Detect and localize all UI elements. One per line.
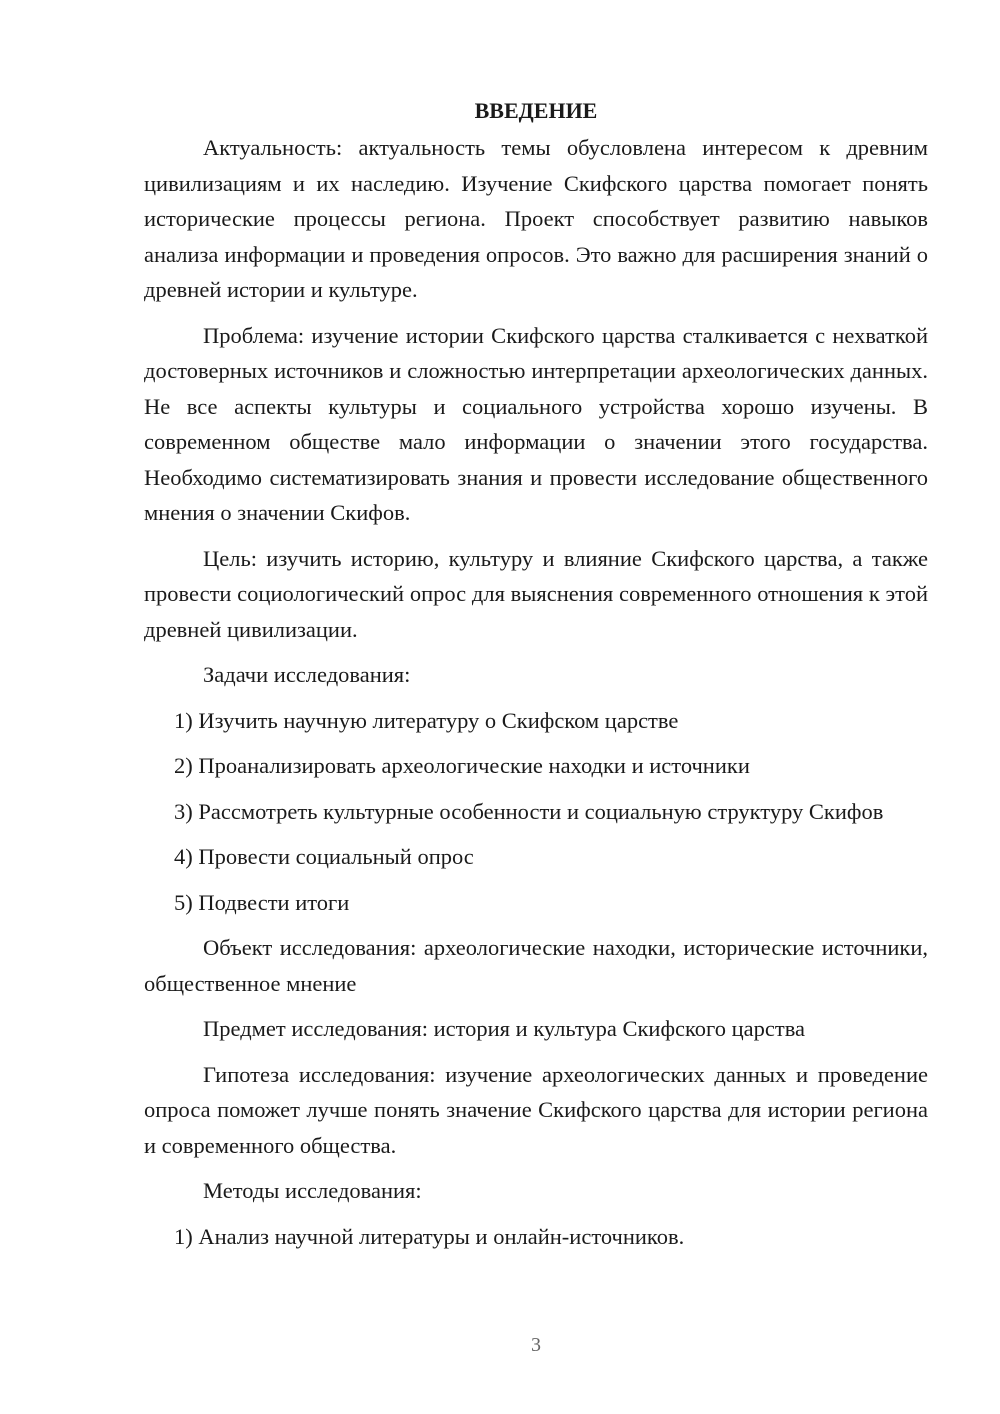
methods-heading: Методы исследования: <box>203 1178 422 1203</box>
task-item-4: 4) Провести социальный опрос <box>174 844 474 869</box>
problem-paragraph: Проблема: изучение истории Скифского царства сталкивается с нехваткой достоверных источников и сложностью интерпретации археологических данных. Не все аспекты культуры и социального устройства хорошо изучены. В современном обществе мало информации о значении этого государства. Необходимо систематизировать знания и провести исследование общественного мнения о значении Скифов. <box>144 322 928 525</box>
object-paragraph: Объект исследования: археологические находки, исторические источники, общественное мнение <box>144 935 928 996</box>
document-page <box>144 96 928 1264</box>
goal-paragraph: Цель: изучить историю, культуру и влияние Скифского царства, а также провести социологический опрос для выяснения современного отношения к этой древней цивилизации. <box>144 545 928 642</box>
page-number: 3 <box>531 1334 541 1356</box>
tasks-heading: Задачи исследования: <box>203 662 411 687</box>
subject-paragraph: Предмет исследования: история и культура Скифского царства <box>203 1016 806 1041</box>
method-item-1: 1) Анализ научной литературы и онлайн-источников. <box>174 1223 685 1249</box>
relevance-paragraph: Актуальность: актуальность темы обусловлена интересом к древним цивилизациям и их наследию. Изучение Скифского царства помогает понять исторические процессы региона. Проект способствует развитию навыков анализа информации и проведения опросов. Это важно для расширения знаний о древней истории и культуре. <box>144 135 928 302</box>
page-title: ВВЕДЕНИЕ <box>474 98 598 123</box>
hypothesis-paragraph: Гипотеза исследования: изучение археологических данных и проведение опроса поможет лучше понять значение Скифского царства для истории региона и современного общества. <box>144 1061 928 1158</box>
task-item-5: 5) Подвести итоги <box>174 889 350 915</box>
task-item-2: 2) Проанализировать археологические находки и источники <box>174 753 750 778</box>
task-item-3: 3) Рассмотреть культурные особенности и социальную структуру Скифов <box>174 798 884 824</box>
task-item-1: 1) Изучить научную литературу о Скифском царстве <box>174 707 679 733</box>
